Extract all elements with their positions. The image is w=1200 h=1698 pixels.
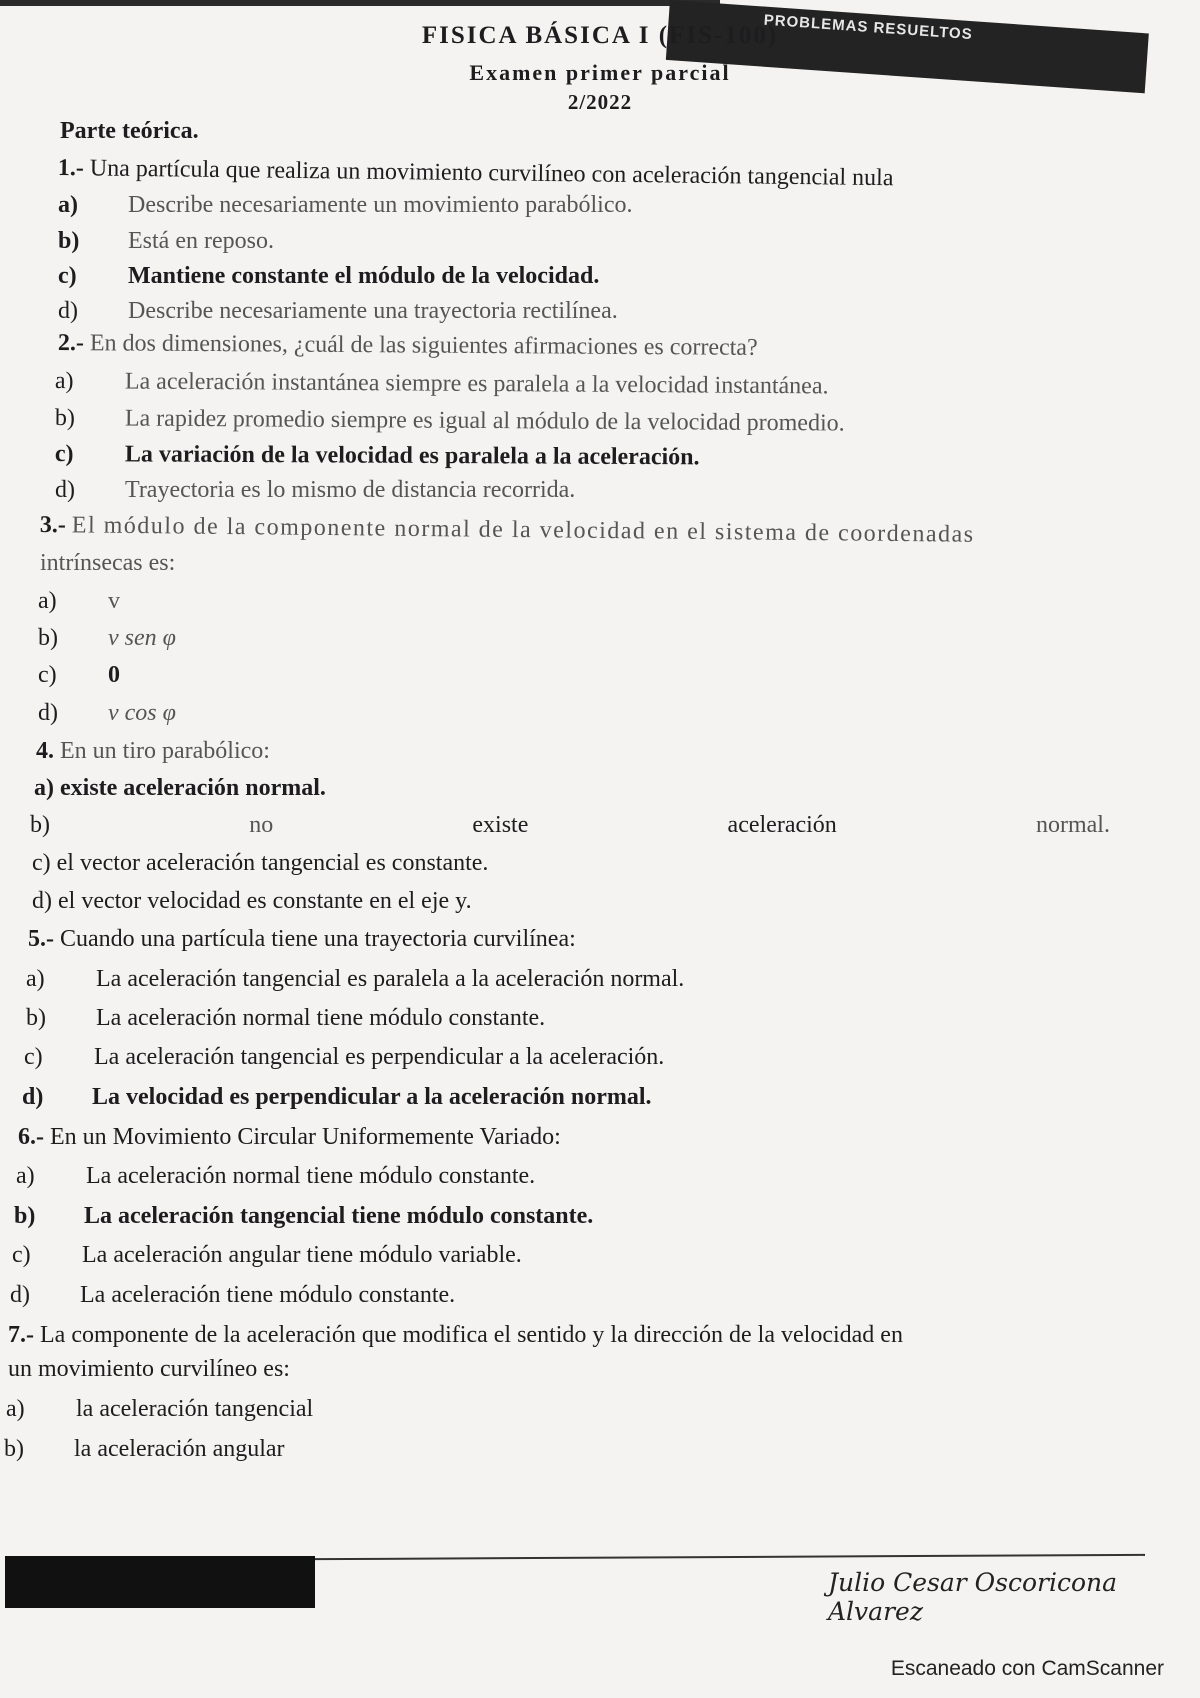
option-text: Mantiene constante el módulo de la velocidad. (128, 263, 600, 289)
option-3c (38, 662, 120, 689)
option-text: La variación de la velocidad es paralela a la aceleración. (124, 441, 700, 471)
option-text: existe aceleración normal. (60, 775, 326, 801)
question-text: En un Movimiento Circular Uniformemente Variado: (50, 1124, 561, 1150)
exam-term: 2/2022 (567, 90, 633, 114)
option-7b (4, 1436, 285, 1463)
option-text: La aceleración tangencial tiene módulo constante. (84, 1203, 594, 1229)
option-6b (14, 1203, 593, 1230)
option-label: d) (38, 700, 58, 726)
question-text: intrínsecas es: (40, 550, 176, 576)
option-5b (26, 1005, 545, 1032)
option-word: existe (472, 812, 529, 838)
option-2b (55, 405, 845, 438)
option-1d (58, 298, 618, 325)
option-3a (38, 588, 120, 615)
option-3b (38, 625, 176, 652)
banner-text: PROBLEMAS RESUELTOS (763, 11, 974, 44)
question-number: 2.- (57, 330, 84, 357)
option-2a (55, 368, 829, 400)
option-label: c) (58, 263, 77, 289)
option-text: La aceleración tangencial es paralela a la aceleración normal. (96, 966, 685, 992)
option-text: Está en reposo. (128, 228, 274, 254)
option-label: b) (30, 812, 50, 838)
option-label: c) (12, 1242, 31, 1268)
option-label: b) (58, 228, 80, 254)
option-text: v cos φ (108, 700, 176, 726)
option-3d (38, 700, 176, 727)
scanner-watermark: Escaneado con CamScanner (890, 1657, 1164, 1680)
option-label: a) (26, 966, 45, 992)
option-5c (24, 1044, 664, 1071)
option-text: La aceleración normal tiene módulo constante. (96, 1005, 546, 1031)
option-text: Describe necesariamente un movimiento parabólico. (128, 192, 633, 218)
question-4 (36, 738, 270, 765)
option-text: 0 (108, 662, 120, 688)
option-5d (22, 1084, 652, 1111)
question-3-continued (40, 550, 175, 577)
option-4c (32, 850, 488, 877)
question-1 (58, 155, 894, 192)
question-number: 5.- (28, 926, 54, 952)
footer-black-bar (5, 1556, 315, 1608)
option-word: aceleración (727, 812, 837, 838)
question-6 (18, 1124, 561, 1151)
option-text: La aceleración tiene módulo constante. (80, 1282, 456, 1308)
question-number: 4. (36, 738, 54, 764)
option-label: a) (54, 368, 74, 395)
option-label: a) (58, 192, 78, 218)
option-label: b) (4, 1436, 24, 1462)
option-word: normal. (1035, 812, 1110, 838)
option-4a (34, 775, 326, 802)
option-text: La aceleración angular tiene módulo variable. (82, 1242, 522, 1268)
question-number: 1.- (57, 155, 84, 182)
question-3 (40, 512, 975, 549)
question-text: El módulo de la componente normal de la velocidad en el sistema de coordenadas (71, 512, 975, 548)
option-text: v sen φ (108, 625, 176, 651)
section-title: Parte teórica. (60, 118, 199, 144)
option-4b (30, 812, 1110, 839)
question-text: En un tiro parabólico: (60, 738, 270, 764)
option-text: La velocidad es perpendicular a la aceleración normal. (92, 1084, 652, 1110)
exam-subtitle: Examen primer parcial (469, 60, 731, 85)
option-label: b) (14, 1203, 36, 1229)
option-6a (16, 1163, 535, 1190)
option-label: a) (6, 1396, 25, 1422)
question-text: un movimiento curvilíneo es: (8, 1356, 290, 1382)
question-number: 3.- (39, 512, 66, 539)
option-word: no (249, 812, 274, 838)
option-1c (58, 263, 599, 290)
exam-title: FISICA BÁSICA I (FIS-100) (421, 22, 779, 49)
question-7 (8, 1322, 903, 1349)
option-label: d) (10, 1282, 30, 1308)
option-text: Trayectoria es lo mismo de distancia recorrida. (125, 477, 576, 503)
option-text: Describe necesariamente una trayectoria rectilínea. (128, 298, 618, 324)
question-5 (28, 926, 576, 953)
option-label: d) (58, 298, 78, 324)
top-edge-shadow (0, 0, 720, 6)
option-label: c) (54, 441, 74, 468)
question-text: En dos dimensiones, ¿cuál de las siguientes afirmaciones es correcta? (89, 330, 758, 361)
option-text: La aceleración tangencial es perpendicular a la aceleración. (94, 1044, 665, 1070)
footer-rule (315, 1554, 1145, 1560)
option-label: c) (32, 850, 51, 876)
question-number: 7.- (8, 1322, 34, 1348)
option-text: el vector aceleración tangencial es constante. (56, 850, 489, 876)
option-text: el vector velocidad es constante en el eje y. (58, 888, 472, 914)
option-2d (55, 477, 575, 504)
option-label: d) (55, 477, 75, 503)
option-text: La aceleración instantánea siempre es paralela a la velocidad instantánea. (124, 368, 829, 400)
question-2 (58, 330, 758, 362)
question-text: La componente de la aceleración que modifica el sentido y la dirección de la velocidad en (40, 1322, 903, 1348)
option-text: la aceleración angular (74, 1436, 285, 1462)
question-text: Cuando una partícula tiene una trayectoria curvilínea: (60, 926, 576, 952)
author-signature: Julio Cesar Oscoricona Alvarez (828, 1568, 1118, 1626)
option-label: c) (24, 1044, 43, 1070)
option-6c (12, 1242, 522, 1269)
option-label: b) (38, 625, 58, 651)
option-label: d) (32, 888, 52, 914)
option-1a (58, 192, 632, 219)
option-7a (6, 1396, 313, 1423)
option-text: La aceleración normal tiene módulo constante. (86, 1163, 536, 1189)
option-text: la aceleración tangencial (76, 1396, 314, 1422)
option-2c (55, 441, 700, 471)
option-4d (32, 888, 472, 915)
option-text: v (108, 588, 120, 614)
option-label: b) (26, 1005, 46, 1031)
option-label: a) (16, 1163, 35, 1189)
question-number: 6.- (18, 1124, 44, 1150)
question-7-continued (8, 1356, 290, 1383)
option-label: a) (38, 588, 57, 614)
option-1b (58, 228, 274, 255)
option-text: La rapidez promedio siempre es igual al módulo de la velocidad promedio. (124, 405, 845, 437)
option-label: c) (38, 662, 57, 688)
option-5a (26, 966, 684, 993)
question-text: Una partícula que realiza un movimiento curvilíneo con aceleración tangencial nula (89, 155, 894, 192)
option-label: a) (34, 775, 54, 801)
option-6d (10, 1282, 455, 1309)
option-label: d) (22, 1084, 44, 1110)
option-label: b) (54, 405, 75, 432)
